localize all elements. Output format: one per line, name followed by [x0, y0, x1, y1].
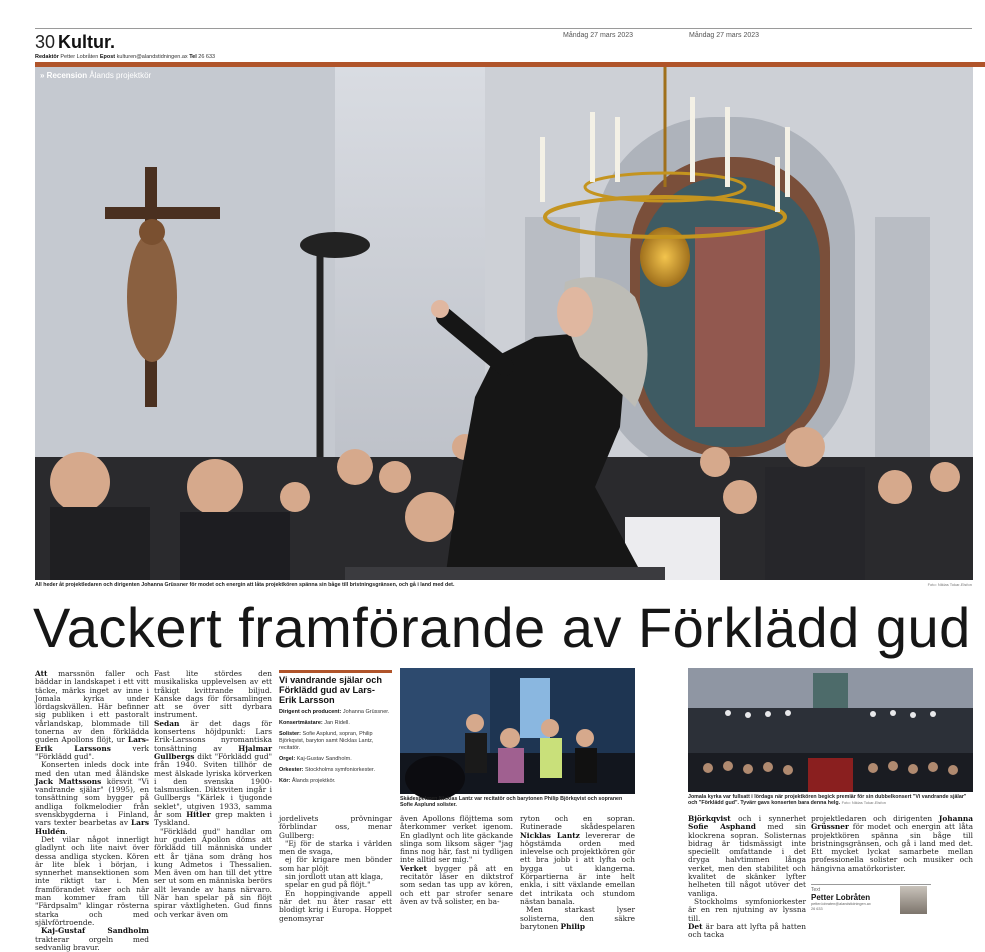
byline-email: petter.lobraten@alandstidningen.ax	[811, 902, 871, 906]
hero-photo-credit: Foto: Niklas Tokar-Elsfon	[927, 582, 972, 587]
editor-label: Redaktör	[35, 54, 59, 60]
article-column-3	[279, 814, 392, 923]
factbox-row: Solister: Sofie Asplund, sopran, Philip Björkqvist, baryton samt Nicklas Lantz, recitatör.	[279, 731, 374, 752]
paragraph: Sedan är det dags för konsertens höjdpunkt: Lars Erik-Larssons nyromantiska tonsättning av Hjalmar Gullbergs dikt "Förklädd gud" från 1940. Sviten tillhör de mest älskade lyriska körverken i den svenska 1900-talsmusiken. Diktsviten ingår i Gullbergs "Kärlek i tjugonde seklet", utgiven 1933, samma år som Hitler grep makten i Tyskland.	[154, 718, 273, 828]
paragraph: projektledaren och dirigenten Johanna Grüssner för modet och energin att låta projektkören spänna sin båge till bristningsgränsen, och gå i land med det. Ett mycket lyckat samarbete mellan professionella solister och musiker och hängivna amatörkorister.	[811, 814, 973, 873]
paragraph: ryton och en sopran. Rutinerade skådespelaren Nicklas Lantz levererar de högstämda orden med inlevelse och projektkören gör ett bra jobb i att lyfta och bygga ut klangerna. Körpartierna är inte helt enkla, i sitt växlande emellan det intrikata och stundom nästan banala.	[520, 814, 636, 906]
concert-scene-illustration	[35, 67, 973, 580]
author-portrait	[900, 886, 927, 914]
paragraph: sin jordlott utan att klaga,	[285, 872, 384, 882]
article-column-1	[35, 669, 149, 952]
paragraph: En hoppingivande appell när det nu åter rasar ett blodigt krig i Europa. Hoppet genomsyrar	[279, 888, 392, 923]
editor-line	[35, 54, 215, 60]
article-column-2	[154, 669, 273, 919]
article-column-6	[688, 814, 806, 940]
section-title: Kultur.	[58, 32, 116, 52]
paragraph: ej för krigare men bönder som har plöjt	[279, 855, 392, 873]
review-kicker-subject: Ålands projektkör	[89, 71, 152, 80]
factbox-row: Orgel: Kaj-Gustav Sandholm.	[279, 756, 352, 763]
paragraph: "Ej för de starka i världen men de svaga,	[279, 838, 392, 857]
article-column-5	[520, 814, 636, 931]
recitator-photo-illustration	[400, 668, 635, 794]
church-audience-photo	[688, 668, 973, 792]
byline-tel: 26 633	[811, 906, 823, 911]
paragraph: Men starkast lyser solisterna, den säkre barytonen Philip	[520, 905, 635, 931]
byline-name: Petter Lobråten	[811, 893, 871, 902]
tel-label: Tel	[189, 54, 197, 60]
review-kicker-label: » Recension	[40, 71, 88, 80]
page-date-right: Måndag 27 mars 2023	[689, 32, 760, 39]
article-column-4	[400, 815, 513, 915]
paragraph: Björkqvist och i synnerhet Sofie Asphand med sin klockrena sopran. Solisternas bidrag är tidsmässigt inte speciellt omfattande i det dryga halvtimmen långa verket, men den stabilitet och kvalitet de skänker lyfter helheten till något utöver det vanliga.	[688, 814, 806, 898]
page-number: 30	[35, 32, 56, 52]
byline-label: Text	[811, 887, 821, 893]
paragraph: Fast lite stördes den musikaliska upplevelsen av ett tråkigt kvittrande biljud. Kanske dags för församlingen att se över sitt dyrbara instrument.	[154, 669, 272, 720]
recitator-soloists-photo	[400, 668, 635, 794]
paragraph: Verket bygger på att en recitatör läser en diktstrof som sedan tas upp av kören, och ett par strofer senare även av två solister, en ba-	[400, 863, 513, 906]
editor-email: kulturen@alandstidningen.ax	[116, 54, 188, 60]
paragraph: Det vilar något innerligt gladlynt och lite naivt över dessa andliga stycken. Kören är lite blek i början, i synnerhet mansektionen som inte riktigt tar i. Men framförandet växer och när man kommer fram till "Färdpsalm" klingar rösterna starka och med självförtroende.	[35, 834, 149, 927]
paragraph: Att marssnön faller och bäddar in landskapet i ett vitt täcke, märks inget av inne i Jomala kyrka under lördagskvällen. Här befinner sig publiken i ett pastoralt vårlandskap, blommade till tonerna av den förklädda guden Apollons flöjt, ur Lars-Erik Larssons verk "Förklädd gud".	[35, 669, 149, 761]
factbox-row: Kör: Ålands projektkör.	[279, 778, 336, 785]
editor-name: Petter Lobråten	[60, 54, 99, 60]
paragraph: Kaj-Gustaf Sandholm trakterar orgeln med sedvanlig bravur.	[35, 926, 149, 952]
factbox-row: Dirigent och producent: Johanna Grüssner.	[279, 709, 390, 716]
page-header	[35, 32, 115, 52]
paragraph: Konserten inleds dock inte med den utan med åländske Jack Mattssons körsvit "Vi vandrande själar" (1995), en tonsättning som bygger på andliga folkmelodier från svenskbygderna i Finland, vars texter bearbetas av Lars Huldén.	[35, 760, 149, 836]
page-date-left: Måndag 27 mars 2023	[563, 32, 634, 39]
editor-tel: 26 633	[198, 54, 216, 60]
hero-photo	[35, 67, 973, 580]
church-audience-illustration	[688, 668, 973, 792]
article-column-7	[811, 815, 973, 890]
church-photo-caption: Jomala kyrka var fullsatt i lördags när projektkören begick premiär för sin dubbelkonsert "Vi vandrande själar" och "Förklädd gud". Tyvärr gavs konserten bara denna helg. Foto: Niklas Tokar-Elsfon	[688, 794, 967, 807]
paragraph: "Förklädd gud" handlar om hur guden Apollon döms att förklädd till människa under ett år tjäna som dräng hos kung Admetos i Thessalien. Men även om han till det yttre ser ut som en människa berörs allt levande av hans närvaro. När han spelar på sin flöjt spirar växtligheten. Gud finns och verkar även om	[154, 826, 272, 919]
hero-caption: All heder åt projektledaren och dirigenten Johanna Grüssner för modet och energin att låta projektkören spänna sin båge till bristningsgränsen, och gå i land med det.	[35, 582, 455, 588]
factbox-row: Konsertmästare: Jan Ridell.	[279, 720, 350, 727]
paragraph: Stockholms symfoniorkester är en ren njutning av lyssna till.	[688, 896, 806, 923]
top-rule	[35, 28, 972, 29]
paragraph: jordelivets prövningar förblindar oss, menar Gullberg:	[279, 814, 392, 840]
article-headline: Vackert framförande av Förklädd gud	[33, 596, 971, 659]
factbox-title: Vi vandrande själar och Förklädd gud av Lars-Erik Larsson	[279, 675, 382, 705]
paragraph: Det är bara att lyfta på hatten och tacka	[688, 921, 806, 940]
review-kicker	[40, 71, 151, 80]
email-label: Epost	[99, 54, 116, 60]
factbox-row: Orkester: Stockholms symfoniorkester.	[279, 767, 375, 774]
paragraph: även Apollons flöjttema som återkommer verket igenom. En gladlynt och lite gäckande slinga som liksom säger "jag finns nog här, fast ni tydligen inte alltid ser mig."	[400, 814, 513, 865]
recitator-photo-caption: Skådespelaren Nicklas Lantz var recitatör och barytonen Philip Björkqvist och sopranen Sofie Asplund solister.	[400, 796, 623, 809]
factbox	[279, 670, 392, 812]
paragraph: spelar en gud på flöjt."	[285, 880, 371, 890]
